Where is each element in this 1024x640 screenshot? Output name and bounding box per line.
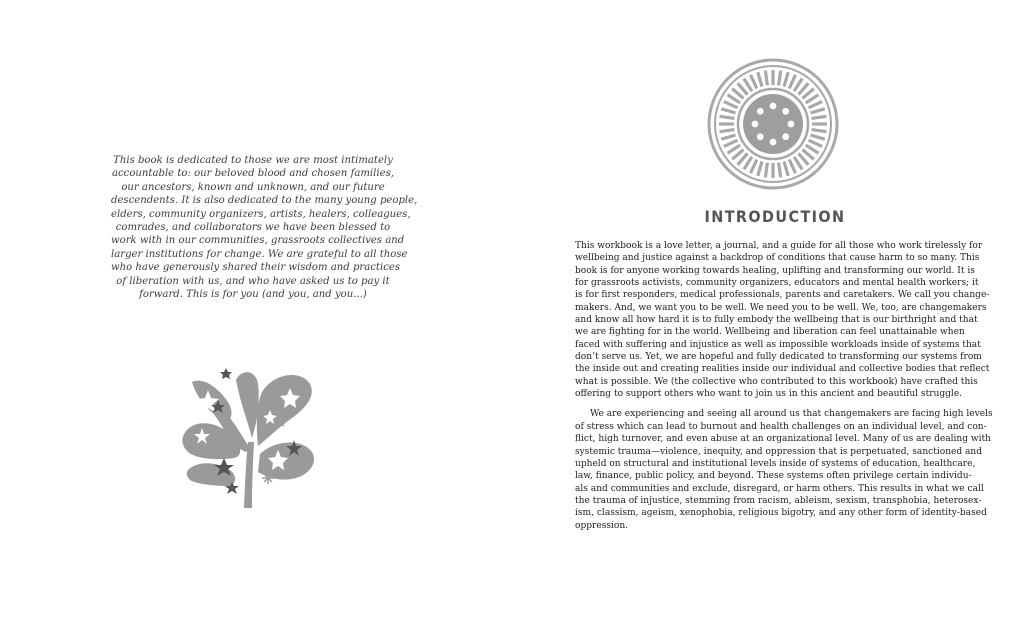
radiating-circle-emblem-icon — [706, 57, 840, 191]
dedication-text — [111, 154, 418, 301]
text-line: what is possible. We (the collective who contributed to this workbook) have crafted this — [575, 376, 978, 387]
text-line: for grassroots activists, community organizers, educators and mental health workers; it — [575, 278, 979, 289]
emblem-ray — [789, 159, 795, 173]
emblem-ray — [721, 135, 735, 139]
text-line: offering to support others who want to join us in this ancient and beautiful struggle. — [575, 389, 963, 400]
text-line: who have generously shared their wisdom and practices — [111, 262, 401, 274]
emblem-ray — [808, 102, 822, 108]
emblem-ray — [751, 159, 757, 173]
text-line: upheld on structural and institutional levels inside of systems of education, healthcare, — [575, 458, 976, 469]
text-line: the trauma of injustice, stemming from racism, ableism, sexism, transphobia, heterosex- — [575, 495, 982, 506]
text-line: work with in our communities, grassroots collectives and — [111, 235, 405, 247]
text-line: don’t serve us. Yet, we are hopeful and fully dedicated to transforming our systems from — [575, 352, 982, 363]
text-line: law, finance, public policy, and beyond. These systems often privilege certain individu- — [575, 471, 972, 482]
emblem-ray — [724, 140, 738, 146]
intro-paragraph-1 — [575, 240, 990, 400]
text-line: forward. This is for you (and you, and you...) — [139, 289, 367, 301]
emblem-ray — [812, 116, 827, 118]
emblem-ray — [779, 71, 781, 86]
text-line: ism, classism, ageism, xenophobia, religious bigotry, and any other form of identity-based — [575, 508, 987, 519]
emblem-ray — [784, 161, 788, 175]
text-line: oppression. — [575, 520, 629, 531]
emblem-ray — [720, 130, 735, 132]
tree-with-stars-icon — [178, 362, 318, 508]
emblem-ray — [810, 135, 824, 139]
text-line: we are fighting for in the world. Wellbeing and liberation can feel unattainable when — [575, 327, 965, 338]
emblem-ray — [758, 72, 762, 86]
emblem-ray — [808, 140, 822, 146]
text-line: faced with suffering and injustice as well as impossible workloads inside of systems that — [575, 339, 981, 350]
text-line: descendents. It is also dedicated to the many young people, — [111, 195, 418, 207]
emblem-ray — [779, 163, 781, 178]
text-line: comrades, and collaborators we have been blessed to — [115, 222, 391, 234]
text-line: of stress which can lead to burnout and health challenges on an individual level, and con- — [575, 421, 987, 432]
emblem-ray — [724, 102, 738, 108]
text-line: the inside out and creating realities inside our individual and collective bodies that reflect — [575, 364, 990, 375]
intro-paragraph-2 — [575, 408, 993, 531]
text-line: This book is dedicated to those we are most intimately — [113, 155, 393, 166]
text-line: makers. And, we want you to be well. We need you to be well. We, too, are changemakers — [575, 302, 987, 313]
text-line: flict, high turnover, and even abuse at an organizational level. Many of us are dealing with — [575, 434, 992, 445]
emblem-ray — [784, 72, 788, 86]
text-line: of liberation with us, and who have asked us to pay it — [116, 275, 390, 287]
emblem-ray — [720, 116, 735, 118]
text-line: book is for anyone working towards healing, uplifting and transforming our world. It is — [575, 265, 975, 276]
emblem-ray — [789, 75, 795, 89]
text-line: This workbook is a love letter, a journal, and a guide for all those who work tirelessly for — [575, 241, 983, 251]
emblem-ray — [765, 71, 767, 86]
text-line: is for first responders, medical professionals, parents and caretakers. We call you change- — [575, 290, 990, 301]
emblem-ray — [812, 130, 827, 132]
text-line: larger institutions for change. We are grateful to all those — [111, 248, 408, 260]
text-line: elders, community organizers, artists, healers, colleagues, — [111, 208, 411, 220]
emblem-ray — [765, 163, 767, 178]
text-line: accountable to: our beloved blood and chosen families, — [112, 168, 394, 180]
text-line: als and communities and exclude, disregard, or harm others. This results in what we call — [575, 483, 984, 494]
text-line: our ancestors, known and unknown, and our future — [121, 181, 385, 193]
emblem-ray — [751, 75, 757, 89]
text-line: systemic trauma—violence, inequity, and oppression that is perpetuated, sanctioned and — [575, 446, 983, 457]
text-line: and know all how hard it is to fully embody the wellbeing that is our birthright and that — [575, 315, 978, 326]
text-line: We are experiencing and seeing all around us that changemakers are facing high levels — [590, 409, 993, 420]
emblem-ray — [810, 109, 824, 113]
introduction-body — [575, 240, 993, 532]
text-line: wellbeing and justice against a backdrop of conditions that cause harm to so many. This — [575, 253, 980, 264]
emblem-ray — [721, 109, 735, 113]
emblem-ray — [758, 161, 762, 175]
section-title: INTRODUCTION — [704, 207, 846, 226]
